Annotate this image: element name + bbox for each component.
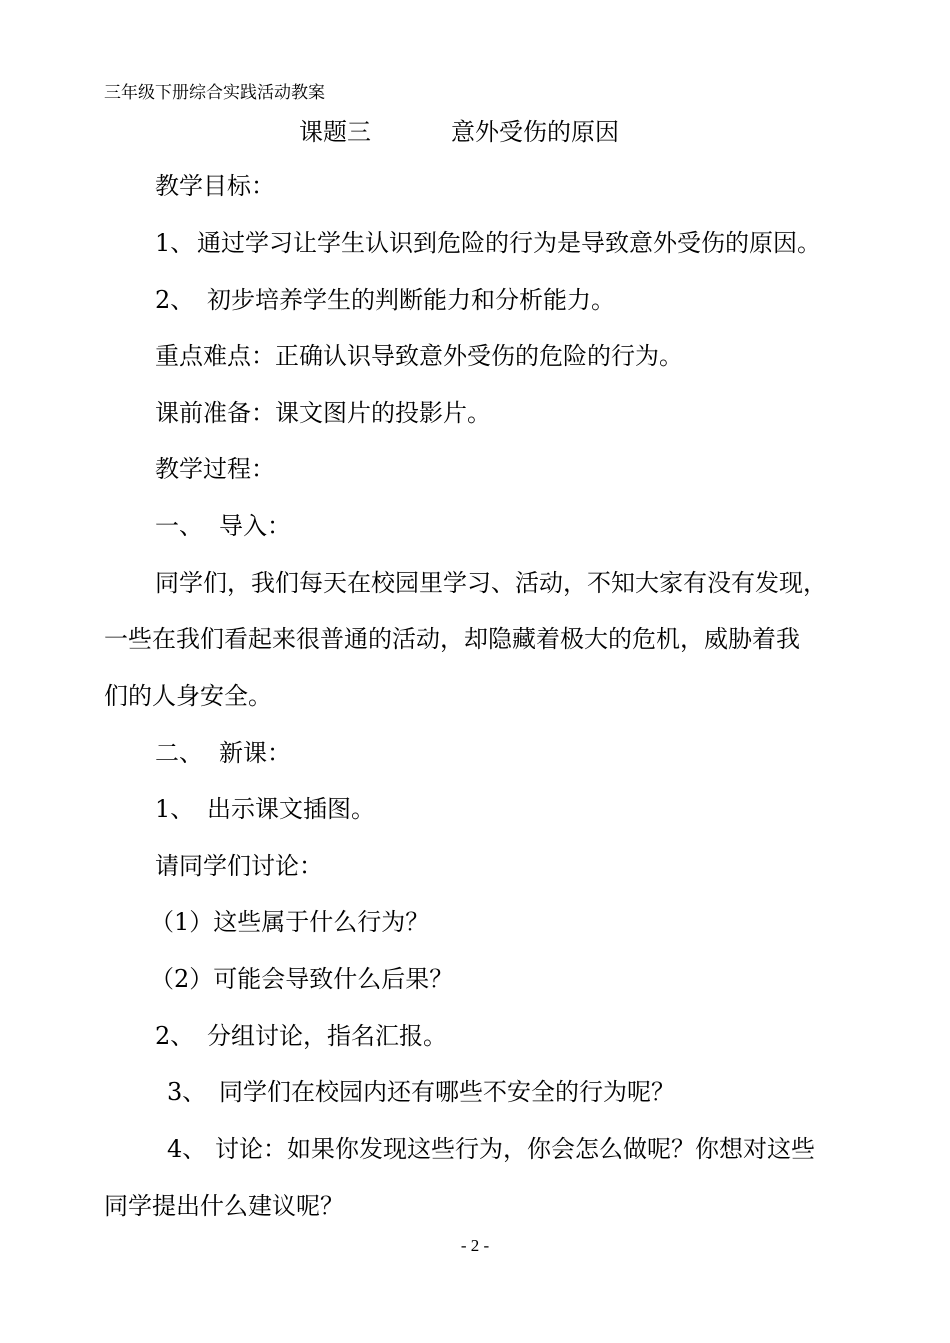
section-1-title: 导入： — [219, 512, 291, 540]
step-2 — [155, 1020, 447, 1052]
section-2-title: 新课： — [219, 739, 291, 767]
goal-1 — [155, 227, 821, 259]
goal-2-text: 初步培养学生的判断能力和分析能力。 — [207, 286, 615, 314]
question-1: （1）这些属于什么行为？ — [150, 908, 430, 936]
step-1-number: 1、 — [155, 795, 195, 823]
step-3-number: 3、 — [167, 1078, 207, 1106]
process-heading: 教学过程： — [155, 455, 275, 483]
intro-paragraph-line-2: 一些在我们看起来很普通的活动，却隐藏着极大的危机，威胁着我 — [104, 625, 800, 653]
step-4-continuation: 同学提出什么建议呢？ — [104, 1192, 344, 1220]
document-header: 三年级下册综合实践活动教案 — [104, 83, 325, 103]
step-4-text: 讨论：如果你发现这些行为，你会怎么做呢？你想对这些 — [215, 1135, 815, 1163]
discussion-prompt: 请同学们讨论： — [155, 852, 323, 880]
step-3 — [167, 1076, 675, 1108]
step-4-number: 4、 — [167, 1135, 207, 1163]
section-1 — [155, 510, 291, 542]
preparation: 课前准备：课文图片的投影片。 — [155, 399, 491, 427]
step-2-number: 2、 — [155, 1022, 195, 1050]
lesson-topic: 意外受伤的原因 — [451, 118, 619, 146]
intro-paragraph-line-1: 同学们，我们每天在校园里学习、活动，不知大家有没有发现， — [155, 569, 827, 597]
page-number: - 2 - — [460, 1236, 490, 1255]
lesson-number: 课题三 — [299, 118, 371, 146]
step-2-text: 分组讨论，指名汇报。 — [207, 1022, 447, 1050]
intro-paragraph-line-3: 们的人身安全。 — [104, 682, 272, 710]
goal-1-number: 1、 — [155, 229, 195, 257]
goal-2 — [155, 284, 615, 316]
goal-1-text: 通过学习让学生认识到危险的行为是导致意外受伤的原因。 — [197, 229, 821, 257]
section-2-number: 二、 — [155, 739, 203, 767]
section-2 — [155, 737, 291, 769]
step-1-text: 出示课文插图。 — [207, 795, 375, 823]
step-3-text: 同学们在校园内还有哪些不安全的行为呢？ — [219, 1078, 675, 1106]
goal-2-number: 2、 — [155, 286, 195, 314]
step-4 — [167, 1133, 815, 1165]
goals-heading: 教学目标： — [155, 172, 275, 200]
section-1-number: 一、 — [155, 512, 203, 540]
key-points: 重点难点：正确认识导致意外受伤的危险的行为。 — [155, 342, 683, 370]
question-2: （2）可能会导致什么后果？ — [150, 965, 454, 993]
step-1 — [155, 793, 375, 825]
